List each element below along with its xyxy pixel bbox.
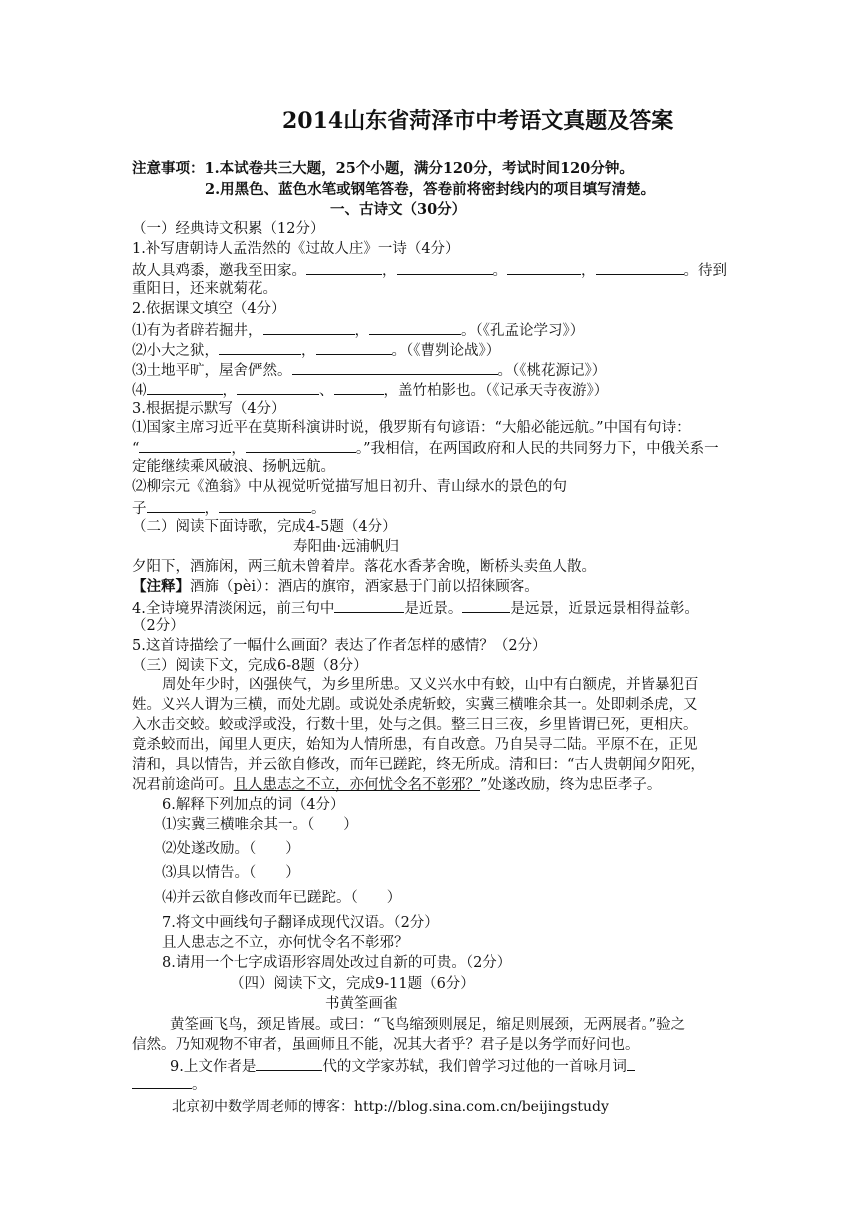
q2-1-source: 。（《孔孟论学习》）: [461, 323, 585, 339]
question-1: 1.补写唐朝诗人孟浩然的《过故人庄》一诗（4分）: [132, 241, 460, 257]
q2-4-source: ，盖竹柏影也。（《记承天寺夜游》）: [383, 383, 609, 399]
question-7-sentence: 且人患志之不立，亦何忧令名不彰邪？: [162, 935, 409, 951]
passage-text: 况君前途尚可。: [132, 777, 234, 793]
passage-text-end: ”处遂改励，终为忠臣孝子。: [480, 777, 662, 793]
question-7: 7.将文中画线句子翻译成现代汉语。（2分）: [162, 915, 439, 931]
question-4: [132, 598, 699, 618]
q1-text: 故人具鸡黍，邀我至田家。: [132, 263, 306, 279]
q9-text: 9.上文作者是: [170, 1059, 257, 1075]
question-2-2: ⑵小大之狱， ， 。（《曹刿论战》）: [132, 340, 500, 360]
q9-text-end: 。: [192, 1077, 207, 1093]
answer-blank[interactable]: [334, 598, 404, 613]
passage-line: 入水击交蛟。蛟或浮或没，行数十里，处与之俱。整三日三夜，乡里皆谓已死，更相庆。: [132, 717, 698, 733]
poem-note: [132, 578, 539, 596]
q4-text-3: 是远景，近景远景相得益彰。: [510, 601, 699, 617]
q4-text-2: 是近景。: [404, 601, 463, 617]
q4-text: 4.全诗境界清淡闲远，前三句中: [132, 601, 335, 617]
answer-blank[interactable]: [246, 438, 356, 453]
q3-2-text-end: 。: [311, 501, 326, 517]
question-1-line-a: 故人具鸡黍，邀我至田家。 ， 。 ， 。待到: [132, 260, 727, 280]
q2-3-text: ⑶土地平旷，屋舍俨然。: [132, 363, 292, 379]
question-3-1-a: ⑴国家主席习近平在莫斯科演讲时说，俄罗斯有句谚语：“大船必能远航。”中国有句诗：: [132, 420, 691, 436]
question-6-1: ⑴实冀三横唯余其一。（ ）: [162, 817, 358, 833]
q3-quote-open: “: [132, 441, 140, 457]
question-6-2: ⑵处遂改励。（ ）: [162, 841, 300, 857]
answer-blank[interactable]: [507, 260, 581, 275]
page-title: 2014山东省菏泽市中考语文真题及答案: [282, 108, 674, 134]
q2-2-source: 。（《曹刿论战》）: [391, 343, 501, 359]
question-9-cont: [132, 1074, 207, 1094]
note-text: 酒旆（pèi）：酒店的旗帘，酒家悬于门前以招徕顾客。: [190, 579, 539, 595]
answer-blank[interactable]: [292, 360, 498, 375]
passage-line: 黄筌画飞鸟，颈足皆展。或曰：“飞鸟缩颈则展足，缩足则展颈，无两展者。”验之: [170, 1017, 686, 1033]
poem-title: 寿阳曲·远浦帆归: [293, 539, 400, 555]
answer-blank[interactable]: [219, 340, 301, 355]
question-2-1: ⑴有为者辟若掘井， ， 。（《孔孟论学习》）: [132, 320, 584, 340]
part3-heading: （三）阅读下文，完成6-8题（8分）: [132, 658, 368, 674]
question-2: 2.依据课文填空（4分）: [132, 301, 286, 317]
answer-blank[interactable]: [237, 380, 319, 395]
question-6-3: ⑶具以情告。（ ）: [162, 865, 300, 881]
question-3: 3.根据提示默写（4分）: [132, 401, 286, 417]
question-3-1-b: “ ， 。”我相信，在两国政府和人民的共同努力下，中俄关系一: [132, 438, 719, 458]
question-4-points: （2分）: [132, 618, 185, 634]
part1-heading: （一）经典诗文积累（12分）: [132, 221, 325, 237]
answer-blank[interactable]: [627, 1056, 635, 1071]
poem-text: 夕阳下，酒旆闲，两三航未曾着岸。落花水香茅舍晚，断桥头卖鱼人散。: [132, 559, 596, 575]
answer-blank[interactable]: [596, 260, 684, 275]
q2-2-text: ⑵小大之狱，: [132, 343, 219, 359]
passage-line: 竟杀蛟而出，闻里人更庆，始知为人情所患，有自改意。乃自吴寻二陆。平原不在，正见: [132, 737, 698, 753]
q2-1-text: ⑴有为者辟若掘井，: [132, 323, 263, 339]
answer-blank[interactable]: [147, 380, 223, 395]
answer-blank[interactable]: [369, 320, 461, 335]
passage-line: [132, 776, 661, 794]
answer-blank[interactable]: [306, 260, 382, 275]
passage-line: 清和，具以情告，并云欲自修改，而年已蹉跎，终无所成。清和曰：“古人贵朝闻夕阳死，: [132, 757, 705, 773]
question-6-4: ⑷并云欲自修改而年已蹉跎。（ ）: [162, 890, 402, 906]
note-label: 【注释】: [132, 578, 190, 595]
q1-text-end: 。待到: [683, 263, 727, 279]
text-title: 书黄筌画雀: [325, 996, 398, 1012]
notice-line-1: 注意事项：1.本试卷共三大题，25个小题，满分120分，考试时间120分钟。: [132, 160, 634, 177]
answer-blank[interactable]: [256, 1056, 322, 1071]
q2-3-source: 。（《桃花源记》）: [497, 363, 607, 379]
question-6: 6.解释下列加点的词（4分）: [162, 797, 345, 813]
answer-blank[interactable]: [219, 498, 311, 513]
q9-text-2: 代的文学家苏轼，我们曾学习过他的一首咏月词: [322, 1059, 627, 1075]
question-9: [170, 1056, 635, 1076]
q2-4-text: ⑷: [132, 383, 147, 399]
question-2-4: ⑷ ， 、 ，盖竹柏影也。（《记承天寺夜游》）: [132, 380, 608, 400]
section-heading-1: 一、古诗文（30分）: [330, 201, 467, 218]
notice-line-2: 2.用黑色、蓝色水笔或钢笔答卷，答卷前将密封线内的项目填写清楚。: [205, 181, 656, 198]
answer-blank[interactable]: [139, 438, 231, 453]
answer-blank[interactable]: [316, 340, 392, 355]
part4-heading: （四）阅读下文，完成9-11题（6分）: [230, 976, 475, 992]
question-1-line-b: 重阳日，还来就菊花。: [132, 281, 277, 297]
answer-blank[interactable]: [132, 1074, 192, 1089]
question-8: 8.请用一个七字成语形容周处改过自新的可贵。（2分）: [162, 955, 512, 971]
underlined-sentence: 且人患志之不立，亦何忧令名不彰邪？: [233, 777, 480, 793]
part2-heading: （二）阅读下面诗歌，完成4-5题（4分）: [132, 519, 397, 535]
answer-blank[interactable]: [334, 380, 384, 395]
question-5: 5.这首诗描绘了一幅什么画面？表达了作者怎样的感情？（2分）: [132, 638, 547, 654]
answer-blank[interactable]: [397, 260, 493, 275]
answer-blank[interactable]: [263, 320, 355, 335]
answer-blank[interactable]: [462, 598, 510, 613]
passage-line: 信然。乃知观物不审者，虽画师且不能，况其大者乎？君子是以务学而好问也。: [132, 1037, 640, 1053]
footer-blog-link[interactable]: 北京初中数学周老师的博客：http://blog.sina.com.cn/beijingstudy: [172, 1099, 609, 1115]
question-2-3: [132, 360, 606, 380]
question-3-2-b: 子 ， 。: [132, 498, 326, 518]
answer-blank[interactable]: [147, 498, 205, 513]
q3-2-text: 子: [132, 501, 147, 517]
q3-1-text-end: 。”我相信，在两国政府和人民的共同努力下，中俄关系一: [355, 441, 719, 457]
question-3-1-c: 定能继续乘风破浪、扬帆远航。: [132, 459, 335, 475]
passage-line: 姓。义兴人谓为三横，而处尤剧。或说处杀虎斩蛟，实冀三横唯余其一。处即刺杀虎，又: [132, 697, 698, 713]
passage-line: 周处年少时，凶强侠气，为乡里所患。又义兴水中有蛟，山中有白额虎，并皆暴犯百: [162, 677, 699, 693]
question-3-2-a: ⑵柳宗元《渔翁》中从视觉听觉描写旭日初升、青山绿水的景色的句: [132, 479, 567, 495]
